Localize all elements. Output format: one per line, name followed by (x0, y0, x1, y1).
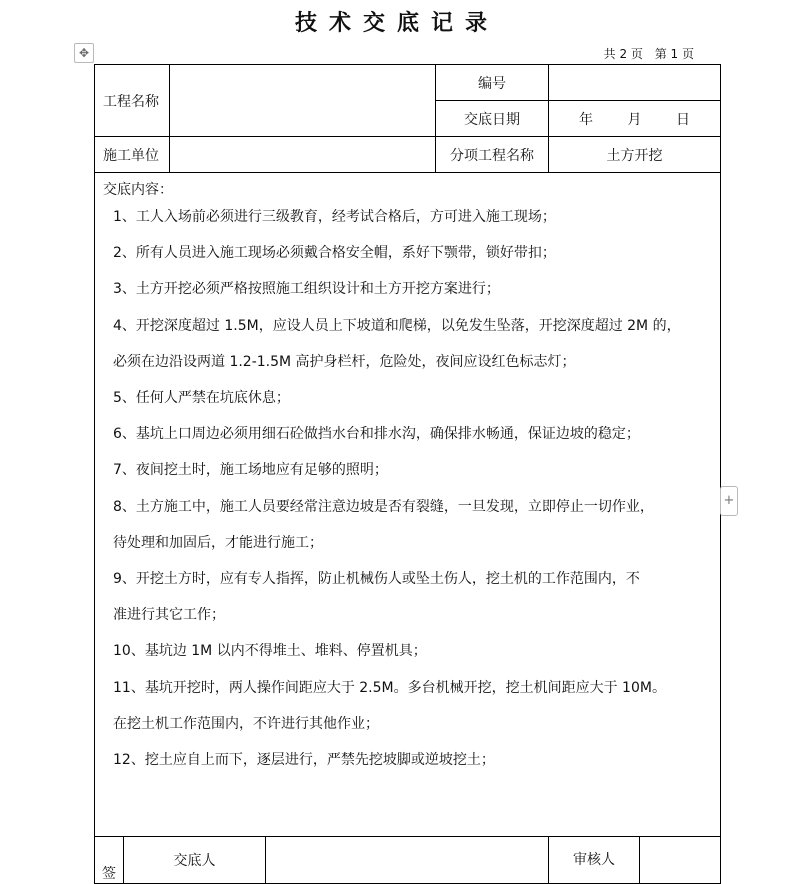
reviewer-cell (549, 837, 721, 884)
content-items (103, 199, 712, 778)
content-item-line: 必须在边沿设两道 1.2-1.5M 高护身栏杆，危险处，夜间应设红色标志灯； (113, 353, 576, 370)
date-year: 年 (579, 111, 594, 128)
content-item (103, 199, 712, 235)
content-item (103, 561, 712, 633)
unit-label: 施工单位 (103, 147, 159, 164)
content-item-line: 9、开挖土方时，应有专人指挥，防止机械伤人或坠土伤人，挖土机的工作范围内，不 (113, 571, 640, 588)
content-item-line: 11、基坑开挖时，两人操作间距应大于 2.5M。多台机械开挖，挖土机间距应大于 10M。 (113, 679, 666, 696)
content-item (103, 489, 712, 561)
sign-vertical-label: 签 (102, 866, 116, 882)
content-item (103, 452, 712, 488)
content-item-line: 12、挖土应自上而下，逐层进行，严禁先挖坡脚或逆坡挖土； (113, 752, 495, 769)
content-cell[interactable] (95, 173, 721, 837)
content-item (103, 308, 712, 380)
sign-vertical-label-cell (95, 837, 124, 884)
content-item-line: 在挖土机工作范围内，不许进行其他作业； (113, 715, 379, 732)
date-field[interactable] (549, 101, 721, 137)
content-item (103, 742, 712, 778)
content-item-line: 4、开挖深度超过 1.5M，应设人员上下坡道和爬梯，以免发生坠落，开挖深度超过 2M 的， (113, 317, 681, 334)
date-month: 月 (627, 111, 642, 128)
content-item-line: 1、工人入场前必须进行三级教育，经考试合格后，方可进入施工现场； (113, 209, 556, 225)
content-item (103, 633, 712, 669)
reviewer-label: 审核人 (549, 837, 640, 883)
content-item (103, 416, 712, 452)
content-item-line: 8、土方施工中，施工人员要经常注意边坡是否有裂缝，一旦发现，立即停止一切作业， (113, 498, 654, 515)
content-item-line: 待处理和加固后，才能进行施工； (113, 534, 323, 551)
giver-label-cell (124, 837, 266, 884)
content-item-line: 2、所有人员进入施工现场必须戴合格安全帽，系好下颚带，锁好带扣； (113, 245, 556, 262)
content-item-line: 准进行其它工作； (113, 607, 225, 624)
content-item-line: 10、基坑边 1M 以内不得堆土、堆料、停置机具； (113, 643, 427, 660)
page-current: 第 1 页 (654, 47, 694, 61)
sub-project-label-cell (436, 137, 549, 173)
giver-label: 交底人 (173, 853, 216, 869)
date-label-cell (436, 101, 549, 137)
table-move-icon[interactable]: ✥ (74, 43, 94, 63)
content-item (103, 380, 712, 416)
date-label: 交底日期 (464, 111, 520, 128)
project-name-label: 工程名称 (103, 93, 159, 110)
number-label: 编号 (478, 75, 506, 92)
content-item (103, 670, 712, 742)
giver-field[interactable] (266, 837, 549, 884)
number-label-cell (436, 65, 549, 101)
add-column-icon[interactable]: + (720, 486, 738, 516)
content-item-line: 3、土方开挖必须严格按照施工组织设计和土方开挖方案进行； (113, 281, 500, 298)
record-table (94, 64, 721, 884)
content-heading: 交底内容： (103, 182, 173, 198)
content-item (103, 235, 712, 271)
project-name-label-cell (95, 65, 170, 137)
page-info (596, 45, 694, 62)
date-day: 日 (675, 111, 690, 128)
unit-field[interactable] (170, 137, 436, 173)
unit-label-cell (95, 137, 170, 173)
page-total: 共 2 页 (603, 47, 643, 61)
content-item-line: 6、基坑上口周边必须用细石砼做挡水台和排水沟，确保排水畅通，保证边坡的稳定； (113, 426, 640, 443)
content-item-line: 5、任何人严禁在坑底休息； (113, 390, 290, 407)
sub-project-field[interactable]: 土方开挖 (549, 137, 721, 173)
project-name-field[interactable] (170, 65, 436, 137)
number-field[interactable] (549, 65, 721, 101)
content-item-line: 7、夜间挖土时，施工场地应有足够的照明； (113, 462, 388, 479)
document-title: 技术交底记录 (294, 10, 499, 36)
sub-project-label: 分项工程名称 (450, 147, 534, 164)
content-item (103, 271, 712, 307)
